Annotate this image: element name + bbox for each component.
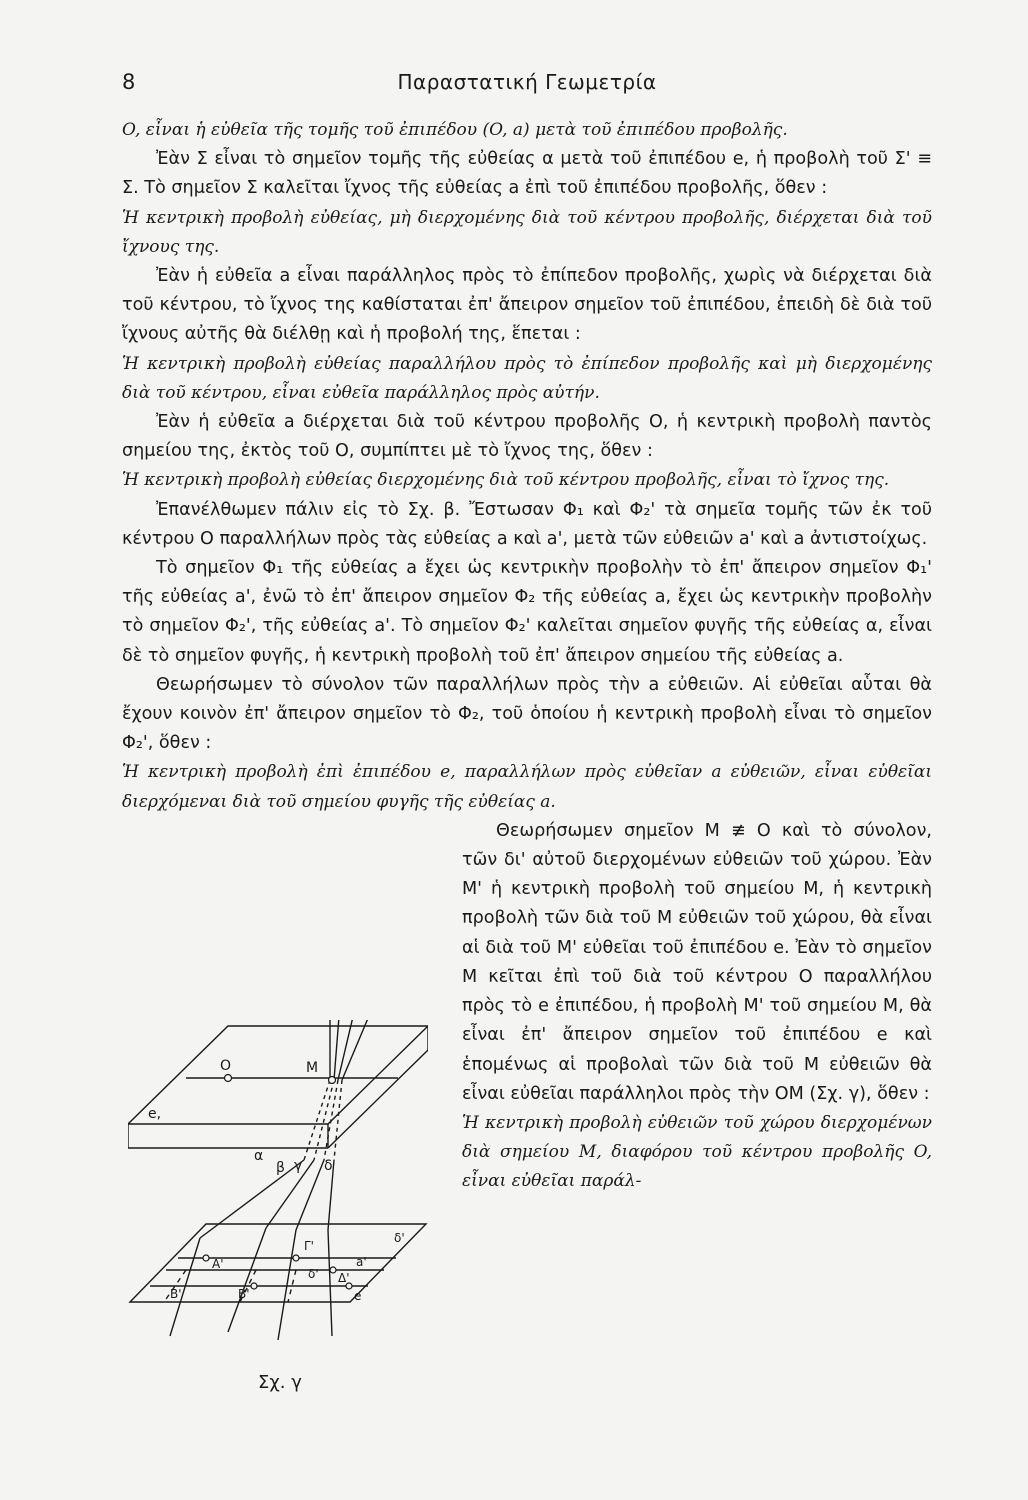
paragraph: Ἐὰν ἡ εὐθεῖα a εἶναι παράλληλος πρὸς τὸ ἐπίπεδον προβολῆς, χωρὶς νὰ διέρχεται διὰ τοῦ κέντρου, τὸ ἴχνος της καθίσταται ἐπ' ἄπειρον σημεῖον τοῦ ἐπιπέδου, ἐπειδὴ δὲ διὰ τοῦ ἴχνους αὐτῆς θὰ διέλθῃ καὶ ἡ προβολή της, ἕπεται : [122, 266, 932, 345]
theorem-statement: Ἡ κεντρικὴ προβολὴ ἐπὶ ἐπιπέδου e, παραλλήλων πρὸς εὐθεῖαν a εὐθειῶν, εἶναι εὐθεῖαι διερχόμεναι διὰ τοῦ σημείου φυγῆς τῆς εὐθείας a. [122, 762, 932, 812]
page-header [122, 70, 932, 102]
figure-caption: Σχ. γ [258, 1372, 302, 1393]
point-delta [330, 1267, 336, 1273]
running-title: Παραστατική Γεωμετρία [397, 70, 657, 94]
label-A-prime: A' [212, 1257, 224, 1271]
label-delta-prime: δ' [308, 1267, 319, 1281]
figure-gamma [128, 1020, 428, 1360]
paragraph: Ἐπανέλθωμεν πάλιν εἰς τὸ Σχ. β. Ἔστωσαν Φ₁ καὶ Φ₂' τὰ σημεῖα τομῆς τῶν ἐκ τοῦ κέντρου O παραλλήλων πρὸς τὰς εὐθείας a καὶ a', μετὰ τῶν εὐθειῶν a' καὶ a ἀντιστοίχως. [122, 499, 932, 549]
label-alpha: α [254, 1148, 264, 1164]
point-O [225, 1075, 232, 1082]
point-A [203, 1255, 209, 1261]
label-e1: e, [148, 1106, 162, 1122]
paragraph: Ἐὰν ἡ εὐθεῖα a διέρχεται διὰ τοῦ κέντρου προβολῆς O, ἡ κεντρικὴ προβολὴ παντὸς σημείου της, ἐκτὸς τοῦ O, συμπίπτει μὲ τὸ ἴχνος της, ὅθεν : [122, 412, 932, 462]
theorem-statement: Ἡ κεντρικὴ προβολὴ εὐθειῶν τοῦ χώρου διερχομένων διὰ σημείου M, διαφόρου τοῦ κέντρου προβολῆς O, εἶναι εὐθεῖαι παράλ- [462, 1112, 932, 1192]
upper-plane [128, 1026, 428, 1124]
label-delta: δ [324, 1158, 333, 1174]
paragraph: Θεωρήσωμεν τὸ σύνολον τῶν παραλλήλων πρὸς τὴν a εὐθειῶν. Αἱ εὐθεῖαι αὗται θὰ ἔχουν κοινὸν ἐπ' ἄπειρον σημεῖον τὸ Φ₂, τοῦ ὁποίου ἡ κεντρικὴ προβολὴ εἶναι τὸ σημεῖον Φ₂', ὅθεν : [122, 674, 932, 754]
theorem-statement: Ἡ κεντρικὴ προβολὴ εὐθείας παραλλήλου πρὸς τὸ ἐπίπεδον προβολῆς καὶ μὴ διερχομένης διὰ τοῦ κέντρου, εἶναι εὐθεῖα παράλληλος πρὸς αὐτήν. [122, 353, 932, 403]
point-B [251, 1283, 257, 1289]
page-number: 8 [122, 70, 136, 94]
label-gamma-prime: Γ' [304, 1239, 314, 1253]
label-O: O [220, 1058, 232, 1074]
paragraph: O, εἶναι ἡ εὐθεῖα τῆς τομῆς τοῦ ἐπιπέδου (O, a) μετὰ τοῦ ἐπιπέδου προβολῆς. [122, 120, 788, 140]
label-Delta-prime: Δ' [338, 1271, 350, 1285]
paragraph: Θεωρήσωμεν σημεῖον M ≢ O καὶ τὸ σύνολον, τῶν δι' αὐτοῦ διερχομένων εὐθειῶν τοῦ χώρου. Ἐὰν M' ἡ κεντρικὴ προβολὴ τοῦ σημείου M, ἡ κεντρικὴ προβολὴ τῶν διὰ τοῦ M εὐθειῶν τοῦ χώρου, θὰ εἶναι αἱ διὰ τοῦ M' εὐθεῖαι τοῦ ἐπιπέδου e. Ἐὰν τὸ σημεῖον M κεῖται ἐπὶ τοῦ διὰ τοῦ κέντρου O παραλλήλου πρὸς τὸ e ἐπιπέδου, ἡ προβολὴ M' τοῦ σημείου M, θὰ εἶναι ἐπ' ἄπειρον σημεῖον τοῦ ἐπιπέδου e καὶ ἑπομένως αἱ προβολαὶ τῶν διὰ τοῦ M εὐθειῶν θὰ εἶναι εὐθεῖαι παράλληλοι πρὸς τὴν OM (Σχ. γ), ὅθεν : [462, 820, 932, 1104]
point-M [329, 1077, 336, 1084]
label-B-prime: B' [170, 1287, 182, 1301]
label-a-prime: a' [356, 1255, 367, 1269]
label-gamma: γ [294, 1158, 303, 1174]
paragraph: Τὸ σημεῖον Φ₁ τῆς εὐθείας a ἔχει ὡς κεντρικὴν προβολὴν τὸ ἐπ' ἄπειρον σημεῖον Φ₁' τῆς εὐθείας a', ἐνῶ τὸ ἐπ' ἄπειρον σημεῖον Φ₂ τῆς εὐθείας a, ἔχει ὡς κεντρικὴν προβολὴν τὸ σημεῖον Φ₂', τῆς εὐθείας a'. Τὸ σημεῖον Φ₂' καλεῖται σημεῖον φυγῆς τῆς εὐθείας α, εἶναι δὲ τὸ σημεῖον φυγῆς, ἡ κεντρικὴ προβολὴ τοῦ ἐπ' ἄπειρον σημείου τῆς εὐθείας a. [122, 558, 932, 666]
point-gamma [293, 1255, 299, 1261]
label-delta-prime-top: δ' [394, 1231, 405, 1245]
paragraph: Ἐὰν Σ εἶναι τὸ σημεῖον τομῆς τῆς εὐθείας α μετὰ τοῦ ἐπιπέδου e, ἡ προβολὴ τοῦ Σ' ≡ Σ. Τὸ σημεῖον Σ καλεῖται ἴχνος τῆς εὐθείας a ἐπὶ τοῦ ἐπιπέδου προβολῆς, ὅθεν : [122, 149, 932, 199]
label-M: M [306, 1060, 319, 1076]
label-e: e [354, 1289, 362, 1303]
label-B-prime-2: B' [238, 1287, 250, 1301]
label-beta: β [276, 1160, 285, 1176]
theorem-statement: Ἡ κεντρικὴ προβολὴ εὐθείας διερχομένης διὰ τοῦ κέντρου προβολῆς, εἶναι τὸ ἴχνος της. [122, 470, 890, 491]
theorem-statement: Ἡ κεντρικὴ προβολὴ εὐθείας, μὴ διερχομένης διὰ τοῦ κέντρου προβολῆς, διέρχεται διὰ τοῦ ἴχνους της. [122, 207, 932, 257]
